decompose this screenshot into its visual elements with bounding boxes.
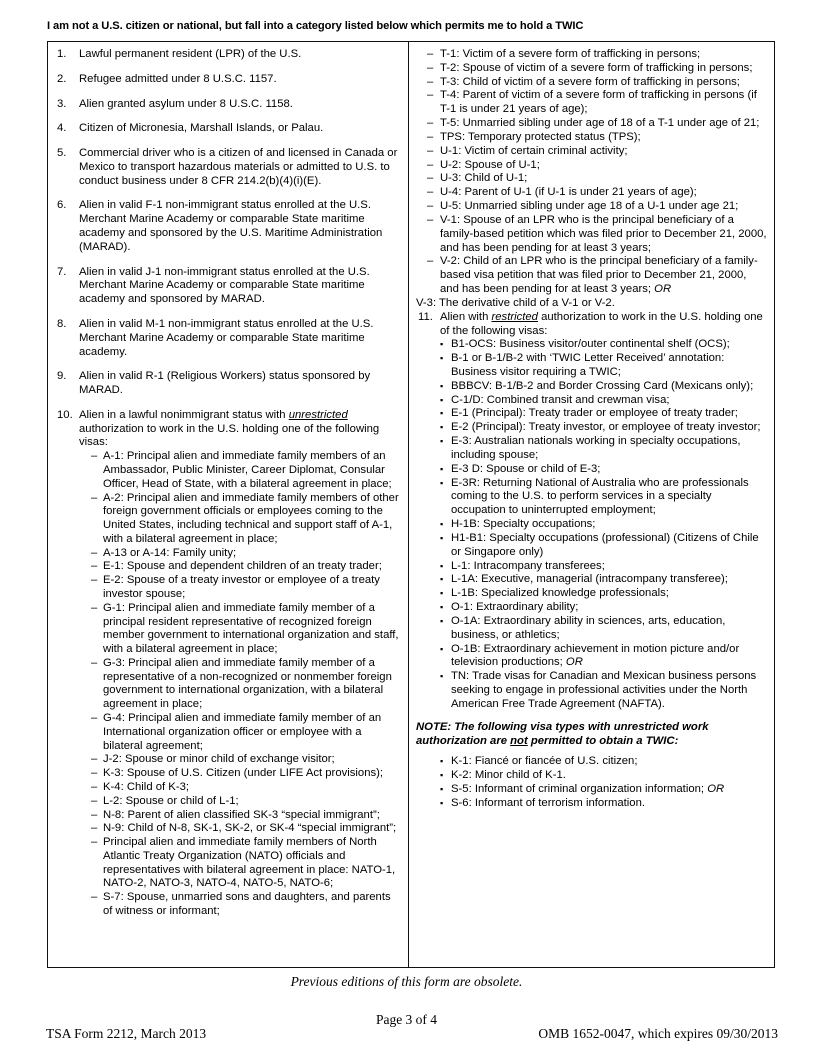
- restricted-visa-item: [440, 573, 767, 587]
- dash-marker-icon: –: [427, 61, 434, 74]
- visa-sub-item-text: E-2: Spouse of a treaty investor or employee of a treaty investor spouse;: [103, 574, 380, 600]
- visa-sub-item: [416, 117, 767, 131]
- dash-marker-icon: –: [91, 560, 98, 573]
- visa-sub-item-text: A-2: Principal alien and immediate family members of other foreign government officials or employees coming to the United States, including technical and support staff of A-1, with a bilateral agreement in place;: [103, 491, 399, 545]
- list-item-text: Alien in valid R-1 (Religious Workers) status sponsored by MARAD.: [79, 370, 371, 397]
- visa-sub-item: [91, 560, 401, 574]
- square-bullet-icon: ▪: [440, 463, 444, 474]
- restricted-visa-item-text: C-1/D: Combined transit and crewman visa;: [451, 393, 670, 406]
- visa-sub-item-text: E-1: Spouse and dependent children of an treaty trader;: [103, 560, 382, 573]
- visa-item-v2: [416, 255, 767, 296]
- dash-marker-icon: –: [91, 546, 98, 559]
- visa-sub-item-text: T-4: Parent of victim of a severe form of trafficking in persons (if T-1 is under 21 years of age);: [440, 89, 757, 116]
- square-bullet-icon: ▪: [440, 339, 444, 350]
- list-item-9: [55, 370, 401, 398]
- not-permitted-visa-item: [440, 755, 767, 769]
- square-bullet-icon: ▪: [440, 602, 444, 613]
- previous-editions-note: Previous editions of this form are obsolete.: [290, 974, 523, 989]
- visa-sub-item: [91, 450, 401, 491]
- visa-sub-item-text: U-4: Parent of U-1 (if U-1 is under 21 years of age);: [440, 186, 697, 199]
- item10-sub-list: [91, 450, 401, 919]
- dash-marker-icon: –: [91, 601, 98, 614]
- visa-sub-item-text: A-13 or A-14: Family unity;: [103, 546, 237, 559]
- restricted-visa-item: [440, 532, 767, 560]
- dash-marker-icon: –: [91, 836, 98, 849]
- visa-sub-item-text: K-3: Spouse of U.S. Citizen (under LIFE Act provisions);: [103, 767, 384, 780]
- list-item-text: Lawful permanent resident (LPR) of the U.S.: [79, 48, 302, 60]
- visa-sub-item-text: N-9: Child of N-8, SK-1, SK-2, or SK-4 “special immigrant”;: [103, 822, 397, 835]
- dash-marker-icon: –: [91, 794, 98, 807]
- visa-sub-item: [91, 767, 401, 781]
- list-item-number: 1.: [57, 48, 67, 60]
- visa-sub-item-text: L-2: Spouse or child of L-1;: [103, 794, 239, 807]
- restricted-visa-item: [440, 463, 767, 477]
- dash-marker-icon: –: [91, 891, 98, 904]
- v2-or: OR: [654, 283, 672, 296]
- visa-sub-item: [91, 822, 401, 836]
- list-item-10: [55, 409, 401, 919]
- dash-marker-icon: –: [427, 130, 434, 143]
- restricted-visa-item-text: E-1 (Principal): Treaty trader or employee of treaty trader;: [451, 407, 738, 420]
- list-item-1: [55, 48, 401, 62]
- square-bullet-icon: ▪: [440, 770, 444, 781]
- visa-item-v3: V-3: The derivative child of a V-1 or V-2.: [416, 296, 615, 309]
- visa-sub-item: [416, 159, 767, 173]
- not-permitted-or: OR: [707, 783, 725, 796]
- dash-marker-icon: –: [427, 186, 434, 199]
- square-bullet-icon: ▪: [440, 394, 444, 405]
- visa-sub-item: [416, 214, 767, 255]
- dash-marker-icon: –: [427, 75, 434, 88]
- visa-sub-item-text: Principal alien and immediate family members of North Atlantic Treaty Organization (NATO) officials and representatives with bilateral agreement in place: NATO-1, NATO-2, NATO-3, NATO-4, NATO-5, NATO-6;: [103, 836, 396, 890]
- restricted-visa-item-text: O-1A: Extraordinary ability in sciences, arts, education, business, or athletics;: [451, 614, 726, 641]
- restricted-visa-item: [440, 435, 767, 463]
- list-item-number: 7.: [57, 265, 67, 278]
- list-item-number: 6.: [57, 199, 67, 212]
- list-item-11-text: [440, 311, 767, 339]
- visa-sub-item-text: K-4: Child of K-3;: [103, 780, 190, 793]
- square-bullet-icon: ▪: [440, 560, 444, 571]
- not-permitted-visa-item-text: [451, 797, 767, 811]
- list-item-number: 3.: [57, 97, 67, 110]
- list-item-number: 2.: [57, 72, 67, 85]
- dash-marker-icon: –: [427, 48, 434, 60]
- footer-omb-number: OMB 1652-0047, which expires 09/30/2013: [538, 1026, 778, 1041]
- restricted-visa-item: [440, 560, 767, 574]
- tn-text: TN: Trade visas for Canadian and Mexican business persons seeking to engage in professional activities under the North American Free Trade Agreement (NAFTA).: [451, 670, 757, 710]
- restricted-visa-item-text: L-1B: Specialized knowledge professionals;: [451, 587, 669, 600]
- square-bullet-icon: ▪: [440, 671, 444, 682]
- square-bullet-icon: ▪: [440, 477, 444, 488]
- visa-sub-item: [91, 574, 401, 602]
- dash-marker-icon: –: [427, 117, 434, 130]
- visa-sub-item-text: S-7: Spouse, unmarried sons and daughters, and parents of witness or informant;: [103, 891, 391, 917]
- dash-marker-icon: –: [427, 255, 434, 268]
- square-bullet-icon: ▪: [440, 380, 444, 391]
- dash-marker-icon: –: [91, 822, 98, 835]
- visa-sub-item: [91, 836, 401, 891]
- dash-marker-icon: –: [91, 491, 98, 504]
- not-permitted-visa-item: [440, 769, 767, 783]
- note-part-a: NOTE: The following visa types with unrestricted work authorization are: [416, 720, 709, 747]
- restricted-visa-item: [440, 338, 767, 352]
- list-item-4: [55, 122, 401, 136]
- o1b-text: O-1B: Extraordinary achievement in motion picture and/or television productions;: [451, 642, 740, 669]
- note-paragraph: [416, 721, 767, 749]
- list-item-7: [55, 266, 401, 307]
- not-permitted-text: S-5: Informant of criminal organization information;: [451, 783, 708, 796]
- visa-sub-item: [91, 781, 401, 795]
- visa-item-tn: [440, 670, 767, 711]
- visa-sub-item: [91, 547, 401, 561]
- v2-text: V-2: Child of an LPR who is the principal beneficiary of a family-based visa petition that was filed prior to December 21, 2000, and has been pending for at least 3 years;: [440, 255, 758, 296]
- restricted-visa-item: [440, 518, 767, 532]
- page-footer: [0, 1012, 813, 1052]
- restricted-visa-item: [440, 477, 767, 518]
- visa-sub-item: [416, 131, 767, 145]
- restricted-visa-item: [440, 407, 767, 421]
- item10-lead-b: authorization to work in the U.S. holding one of the following visas:: [79, 422, 380, 449]
- list-item-2: [55, 73, 401, 87]
- item11-emphasis: restricted: [491, 310, 538, 323]
- restricted-visa-item: [440, 352, 767, 380]
- visa-sub-item-text: J-2: Spouse or minor child of exchange visitor;: [103, 753, 335, 766]
- dash-marker-icon: –: [427, 144, 434, 157]
- not-permitted-visa-item: [440, 783, 767, 797]
- list-item-text: Refugee admitted under 8 U.S.C. 1157.: [79, 72, 277, 85]
- visa-sub-item-text: U-3: Child of U-1;: [440, 172, 528, 185]
- square-bullet-icon: ▪: [440, 532, 444, 543]
- dash-marker-icon: –: [427, 172, 434, 185]
- visa-sub-item-text: A-1: Principal alien and immediate family members of an Ambassador, Public Minister, Career Diplomat, Consular Officer, Head of State, with a bilateral agreement in place;: [103, 450, 392, 490]
- visa-item-o1b: [440, 643, 767, 671]
- restricted-visa-item-text: H-1B: Specialty occupations;: [451, 518, 596, 531]
- square-bullet-icon: ▪: [440, 436, 444, 447]
- visa-sub-item-text: G-1: Principal alien and immediate family member of a principal resident representative of recognized foreign member government to international organization and staff, with a bilateral agreement in place;: [103, 601, 399, 656]
- numbered-list-left: [55, 48, 401, 398]
- visa-sub-item-text: TPS: Temporary protected status (TPS);: [440, 130, 641, 143]
- restricted-visa-item-text: L-1: Intracompany transferees;: [451, 559, 605, 572]
- restricted-visa-item: [440, 380, 767, 394]
- visa-sub-item: [416, 200, 767, 214]
- list-item-text: Commercial driver who is a citizen of and licensed in Canada or Mexico to transport hazardous materials or admitted to U.S. to conduct business under 8 CFR 214.2(b)(4)(i)(E).: [79, 147, 398, 187]
- eligibility-categories-table: [47, 41, 775, 968]
- dash-marker-icon: –: [427, 213, 434, 226]
- list-item-3: [55, 98, 401, 112]
- square-bullet-icon: ▪: [440, 408, 444, 419]
- dash-marker-icon: –: [91, 753, 98, 766]
- dash-marker-icon: –: [427, 200, 434, 213]
- restricted-visa-item-text: B-1 or B-1/B-2 with ‘TWIC Letter Received’ annotation: Business visitor requiring a TWIC;: [451, 352, 725, 378]
- dash-marker-icon: –: [91, 780, 98, 793]
- list-item-text: Alien in valid F-1 non-immigrant status enrolled at the U.S. Merchant Marine Academy or comparable State maritime academy and sponsored by the U.S. Maritime Administration (MARAD).: [79, 199, 383, 253]
- list-item-10-number: 10.: [57, 408, 73, 421]
- square-bullet-icon: ▪: [440, 422, 444, 433]
- visa-sub-item: [91, 712, 401, 753]
- restricted-visa-item-text: E-3R: Returning National of Australia who are professionals coming to the U.S. to perform services in a specialty occupation to uninterrupted employment;: [451, 476, 749, 517]
- item11-tail-list: [440, 643, 767, 712]
- restricted-visa-item-text: H1-B1: Specialty occupations (professional) (Citizens of Chile or Singapore only): [451, 531, 759, 558]
- not-permitted-text: K-1: Fiancé or fiancée of U.S. citizen;: [451, 755, 638, 768]
- item11-lead-a: Alien with: [440, 310, 492, 323]
- dash-marker-icon: –: [91, 656, 98, 669]
- square-bullet-icon: ▪: [440, 574, 444, 585]
- list-item-11: [416, 311, 767, 339]
- visa-sub-item: [91, 795, 401, 809]
- not-permitted-visa-item: [440, 797, 767, 811]
- not-permitted-visa-item-text: [451, 769, 767, 783]
- restricted-visa-item: [440, 615, 767, 643]
- dash-marker-icon: –: [91, 574, 98, 587]
- list-item-8: [55, 318, 401, 359]
- page-heading: I am not a U.S. citizen or national, but fall into a category listed below which permits me to hold a TWIC: [47, 20, 584, 32]
- right-column: [409, 42, 774, 967]
- visa-sub-item-text: T-2: Spouse of victim of a severe form of trafficking in persons;: [440, 61, 753, 74]
- square-bullet-icon: ▪: [440, 643, 444, 654]
- visa-sub-item: [91, 891, 401, 919]
- dash-marker-icon: –: [427, 158, 434, 171]
- visa-sub-item: [416, 172, 767, 186]
- visa-sub-item-text: U-1: Victim of certain criminal activity;: [440, 144, 628, 157]
- list-item-number: 9.: [57, 370, 67, 383]
- restricted-visa-item-text: BBBCV: B-1/B-2 and Border Crossing Card (Mexicans only);: [451, 379, 754, 392]
- visa-sub-item: [416, 186, 767, 200]
- visa-sub-item-text: T-1: Victim of a severe form of trafficking in persons;: [440, 48, 701, 60]
- restricted-visa-item-text: E-3 D: Spouse or child of E-3;: [451, 462, 601, 475]
- visa-sub-item: [91, 602, 401, 657]
- item10-emphasis: unrestricted: [288, 408, 348, 421]
- visa-sub-item-text: V-1: Spouse of an LPR who is the principal beneficiary of a family-based petition which was filed prior to December 21, 2000, and has been pending for at least 3 years;: [440, 213, 767, 254]
- note-part-b: permitted to obtain a TWIC:: [527, 734, 679, 747]
- restricted-visa-item: [440, 587, 767, 601]
- restricted-visa-item-text: E-3: Australian nationals working in specialty occupations, including spouse;: [451, 435, 741, 461]
- restricted-visa-item: [440, 394, 767, 408]
- visa-sub-item: [416, 89, 767, 117]
- not-permitted-text: S-6: Informant of terrorism information.: [451, 796, 645, 809]
- left-column: [48, 42, 409, 967]
- visa-sub-item: [416, 62, 767, 76]
- not-permitted-visa-item-text: [451, 755, 767, 769]
- not-permitted-text: K-2: Minor child of K-1.: [451, 769, 566, 782]
- visa-sub-item-text: N-8: Parent of alien classified SK-3 “special immigrant”;: [103, 808, 380, 821]
- visa-sub-item-text: U-5: Unmarried sibling under age 18 of a U-1 under age 21;: [440, 200, 739, 213]
- note-emphasis: not: [510, 734, 528, 747]
- square-bullet-icon: ▪: [440, 797, 444, 808]
- footer-form-id: TSA Form 2212, March 2013: [46, 1026, 207, 1041]
- restricted-visa-item: [440, 421, 767, 435]
- list-item-10-text: [79, 409, 401, 450]
- dash-marker-icon: –: [91, 767, 98, 780]
- square-bullet-icon: ▪: [440, 615, 444, 626]
- visa-sub-item: [416, 145, 767, 159]
- visa-sub-item: [416, 48, 767, 62]
- square-bullet-icon: ▪: [440, 353, 444, 364]
- visa-sub-item-text: T-5: Unmarried sibling under age of 18 of a T-1 under age of 21;: [440, 117, 760, 130]
- dash-marker-icon: –: [427, 89, 434, 102]
- list-item-text: Alien in valid M-1 non-immigrant status enrolled at the U.S. Merchant Marine Academy or comparable State maritime academy.: [79, 317, 374, 358]
- square-bullet-icon: ▪: [440, 588, 444, 599]
- restricted-visa-item-text: B1-OCS: Business visitor/outer continental shelf (OCS);: [451, 338, 730, 351]
- restricted-visa-item-text: O-1: Extraordinary ability;: [451, 601, 579, 614]
- visa-sub-item: [91, 657, 401, 712]
- list-item-number: 5.: [57, 147, 67, 160]
- square-bullet-icon: ▪: [440, 756, 444, 767]
- footer-page-number: Page 3 of 4: [375, 1012, 438, 1027]
- o1b-or: OR: [565, 656, 583, 669]
- continued-visa-list: [416, 48, 767, 255]
- item10-lead-a: Alien in a lawful nonimmigrant status with: [79, 408, 289, 421]
- restricted-visa-item-text: E-2 (Principal): Treaty investor, or employee of treaty investor;: [451, 421, 761, 434]
- visa-sub-item-text: U-2: Spouse of U-1;: [440, 158, 540, 171]
- visa-sub-item-text: G-4: Principal alien and immediate family member of an International organization officer or employee with a bilateral agreement;: [103, 712, 382, 752]
- visa-sub-item-text: T-3: Child of victim of a severe form of trafficking in persons;: [440, 75, 740, 88]
- list-item-5: [55, 147, 401, 188]
- visa-sub-item-text: G-3: Principal alien and immediate family member of a representative of a non-recognized or nonmember foreign government to international organization, with a bilateral agreement in place;: [103, 656, 392, 711]
- not-permitted-visa-item-text: [451, 783, 767, 797]
- square-bullet-icon: ▪: [440, 784, 444, 795]
- visa-sub-item: [416, 76, 767, 90]
- square-bullet-icon: ▪: [440, 519, 444, 530]
- restricted-visa-item-text: L-1A: Executive, managerial (intracompany transferee);: [451, 573, 728, 586]
- list-item-11-number: 11.: [418, 310, 433, 323]
- list-item-number: 4.: [57, 122, 67, 135]
- item11-lead-b: authorization to work in the U.S. holding one of the following visas:: [440, 310, 763, 337]
- list-item-text: Citizen of Micronesia, Marshall Islands, or Palau.: [79, 122, 324, 135]
- list-item-text: Alien in valid J-1 non-immigrant status enrolled at the U.S. Merchant Marine Academy or comparable State maritime academy and sponsored by MARAD.: [79, 265, 370, 306]
- item11-sub-list: [440, 338, 767, 642]
- visa-sub-item: [91, 753, 401, 767]
- restricted-visa-item: [440, 601, 767, 615]
- dash-marker-icon: –: [91, 808, 98, 821]
- list-item-text: Alien granted asylum under 8 U.S.C. 1158.: [79, 97, 293, 110]
- list-item-number: 8.: [57, 317, 67, 330]
- note-visa-list: [440, 755, 767, 810]
- dash-marker-icon: –: [91, 450, 98, 463]
- dash-marker-icon: –: [91, 712, 98, 725]
- visa-sub-item: [91, 492, 401, 547]
- visa-sub-item: [91, 809, 401, 823]
- list-item-6: [55, 199, 401, 254]
